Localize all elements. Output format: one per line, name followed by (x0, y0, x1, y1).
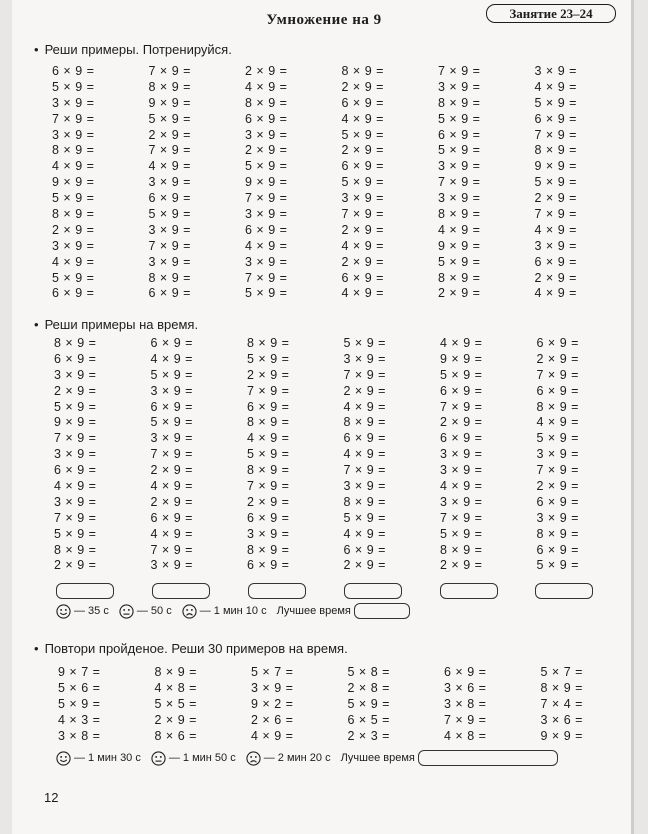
exercise[interactable]: 2 × 9 = (534, 270, 577, 285)
exercise[interactable]: 6 × 9 = (52, 64, 95, 78)
exercise[interactable]: 6 × 9 = (444, 665, 487, 679)
legend-ok (151, 751, 236, 766)
exercise[interactable]: 2 × 9 = (534, 191, 577, 206)
section2-heading-text: Реши примеры на время. (44, 317, 199, 332)
exercise[interactable]: 3 × 6 = (540, 713, 583, 727)
exercise[interactable]: 5 × 8 = (347, 665, 390, 679)
section1-heading-text: Реши примеры. Потренируйся. (44, 42, 232, 57)
exercise[interactable]: 7 × 9 = (536, 463, 579, 478)
exercise-column (251, 664, 293, 744)
exercise[interactable]: 5 × 9 = (343, 336, 386, 350)
exercise[interactable]: 7 × 9 = (438, 64, 481, 78)
section2-legend (56, 603, 420, 619)
exercise[interactable]: 2 × 3 = (347, 729, 390, 743)
exercise[interactable]: 4 × 3 = (58, 713, 101, 727)
exercise[interactable]: 3 × 9 = (52, 127, 95, 142)
exercise[interactable]: 6 × 9 = (438, 127, 481, 142)
exercise[interactable]: 4 × 9 = (341, 286, 384, 301)
section3-legend (56, 750, 568, 766)
smiley-neutral-icon (119, 604, 134, 619)
legend-good (56, 604, 109, 619)
exercise[interactable]: 6 × 9 = (247, 399, 290, 414)
exercise[interactable]: 2 × 9 = (536, 351, 579, 366)
exercise[interactable]: 3 × 9 = (438, 191, 481, 206)
exercise[interactable]: 4 × 9 = (148, 159, 191, 174)
exercise-column (348, 664, 390, 744)
exercise[interactable]: 2 × 9 = (247, 494, 290, 509)
exercise[interactable]: 6 × 9 = (341, 270, 384, 285)
exercise[interactable]: 2 × 9 = (52, 222, 95, 237)
exercise[interactable]: 9 × 2 = (251, 697, 294, 711)
exercise[interactable]: 3 × 9 = (343, 479, 386, 494)
exercise[interactable]: 9 × 9 = (540, 729, 583, 743)
exercise[interactable]: 3 × 9 = (150, 431, 193, 446)
exercise[interactable]: 3 × 8 = (444, 697, 487, 711)
exercise[interactable]: 4 × 9 = (341, 238, 384, 253)
exercise[interactable]: 3 × 9 = (440, 447, 483, 462)
exercise[interactable]: 3 × 9 = (438, 79, 481, 94)
exercise[interactable]: 5 × 9 = (245, 286, 288, 301)
time-answer-box[interactable] (248, 583, 306, 599)
legend-bad-time: — 2 мин 20 с (263, 752, 331, 764)
page-edge (631, 0, 634, 834)
exercise[interactable]: 8 × 9 = (148, 79, 191, 94)
exercise[interactable]: 7 × 9 = (52, 111, 95, 126)
legend-ok (119, 604, 172, 619)
exercise[interactable]: 4 × 9 = (343, 399, 386, 414)
exercise-column (149, 64, 191, 302)
section3-heading-text: Повтори пройденое. Реши 30 примеров на время. (44, 641, 348, 656)
exercise[interactable]: 4 × 9 = (343, 447, 386, 462)
exercise[interactable]: 3 × 9 = (52, 238, 95, 253)
exercise[interactable]: 8 × 9 = (154, 665, 197, 679)
exercise[interactable]: 8 × 9 = (341, 64, 384, 78)
exercise[interactable]: 4 × 9 = (534, 286, 577, 301)
exercise[interactable]: 4 × 9 = (245, 238, 288, 253)
exercise[interactable]: 4 × 9 = (440, 336, 483, 350)
exercise[interactable]: 2 × 9 = (536, 479, 579, 494)
exercise[interactable]: 3 × 9 = (148, 222, 191, 237)
exercise[interactable]: 7 × 9 = (245, 191, 288, 206)
legend-bad (246, 751, 331, 766)
exercise[interactable]: 3 × 9 = (54, 494, 97, 509)
exercise[interactable]: 7 × 9 = (245, 270, 288, 285)
exercise[interactable]: 9 × 9 = (245, 175, 288, 190)
legend-best (341, 750, 558, 766)
smiley-sad-icon (182, 604, 197, 619)
exercise[interactable]: 2 × 9 = (247, 367, 290, 382)
exercise[interactable]: 6 × 9 = (247, 558, 290, 573)
page-number: 12 (44, 790, 59, 805)
exercise[interactable]: 4 × 9 = (54, 479, 97, 494)
exercise[interactable]: 5 × 9 = (341, 175, 384, 190)
exercise[interactable]: 2 × 6 = (251, 713, 294, 727)
exercise-column (52, 64, 94, 302)
exercise[interactable]: 5 × 9 = (52, 191, 95, 206)
exercise[interactable]: 7 × 9 = (54, 510, 97, 525)
exercise[interactable]: 9 × 9 = (438, 238, 481, 253)
exercise[interactable]: 9 × 9 = (54, 415, 97, 430)
exercise[interactable]: 7 × 9 = (247, 383, 290, 398)
exercise[interactable]: 3 × 9 = (536, 447, 579, 462)
exercise[interactable]: 5 × 9 = (440, 367, 483, 382)
exercise[interactable]: 6 × 9 = (536, 494, 579, 509)
exercise[interactable]: 5 × 9 = (148, 207, 191, 222)
legend-good-time: — 35 с (74, 605, 109, 617)
exercise[interactable]: 3 × 9 = (150, 558, 193, 573)
exercise[interactable]: 6 × 9 = (534, 254, 577, 269)
exercise[interactable]: 2 × 9 = (148, 127, 191, 142)
exercise[interactable]: 5 × 9 = (148, 111, 191, 126)
legend-good (56, 751, 141, 766)
best-time-box[interactable] (418, 750, 558, 766)
exercise[interactable]: 6 × 9 = (343, 431, 386, 446)
exercise-column (342, 64, 384, 302)
exercise[interactable]: 8 × 9 = (247, 542, 290, 557)
exercise[interactable]: 9 × 7 = (58, 665, 101, 679)
exercise[interactable]: 2 × 9 = (245, 143, 288, 158)
smiley-neutral-icon (151, 751, 166, 766)
exercise[interactable]: 2 × 9 = (343, 558, 386, 573)
exercise[interactable]: 3 × 9 = (438, 159, 481, 174)
exercise[interactable]: 3 × 9 = (534, 238, 577, 253)
exercise[interactable]: 4 × 8 = (444, 729, 487, 743)
exercise[interactable]: 3 × 9 = (341, 191, 384, 206)
exercise[interactable]: 5 × 9 = (247, 351, 290, 366)
exercise[interactable]: 5 × 7 = (540, 665, 583, 679)
exercise[interactable]: 4 × 9 = (534, 222, 577, 237)
exercise[interactable]: 3 × 9 = (440, 463, 483, 478)
exercise-column (151, 336, 193, 574)
exercise[interactable]: 8 × 9 = (540, 681, 583, 695)
legend-ok-time: — 50 с (136, 605, 172, 617)
exercise[interactable]: 8 × 9 = (534, 143, 577, 158)
exercise[interactable]: 5 × 9 = (58, 697, 101, 711)
exercise[interactable]: 3 × 6 = (444, 681, 487, 695)
exercise[interactable]: 4 × 9 = (251, 729, 294, 743)
exercise[interactable]: 4 × 8 = (154, 681, 197, 695)
exercise[interactable]: 6 × 5 = (347, 713, 390, 727)
exercise[interactable]: 3 × 9 = (251, 681, 294, 695)
exercise[interactable]: 8 × 9 = (343, 494, 386, 509)
exercise[interactable]: 5 × 9 = (150, 367, 193, 382)
exercise[interactable]: 5 × 9 = (438, 254, 481, 269)
exercise[interactable]: 2 × 9 = (54, 558, 97, 573)
exercise[interactable]: 5 × 9 = (247, 447, 290, 462)
exercise-column (245, 64, 287, 302)
exercise-column (537, 336, 579, 574)
exercise[interactable]: 7 × 9 = (54, 431, 97, 446)
exercise[interactable]: 5 × 9 = (343, 510, 386, 525)
exercise[interactable]: 6 × 9 = (440, 383, 483, 398)
exercise[interactable]: 3 × 9 = (245, 207, 288, 222)
exercise[interactable]: 7 × 9 = (150, 447, 193, 462)
section3-heading (34, 641, 348, 656)
exercise[interactable]: 3 × 9 = (148, 175, 191, 190)
legend-ok-time: — 1 мин 50 с (168, 752, 236, 764)
exercise[interactable]: 6 × 9 = (148, 286, 191, 301)
exercise[interactable]: 5 × 9 = (536, 431, 579, 446)
exercise[interactable]: 4 × 9 = (245, 79, 288, 94)
exercise[interactable]: 6 × 9 = (54, 351, 97, 366)
exercise[interactable]: 7 × 4 = (540, 697, 583, 711)
exercise[interactable]: 4 × 9 = (150, 351, 193, 366)
exercise[interactable]: 8 × 9 = (343, 415, 386, 430)
exercise[interactable]: 2 × 9 = (343, 383, 386, 398)
exercise[interactable]: 7 × 9 = (536, 367, 579, 382)
exercise[interactable]: 7 × 9 = (247, 479, 290, 494)
exercise[interactable]: 5 × 9 = (54, 399, 97, 414)
exercise[interactable]: 5 × 9 = (54, 526, 97, 541)
exercise-column (541, 664, 583, 744)
exercise[interactable]: 5 × 9 = (341, 127, 384, 142)
section2-heading (34, 317, 198, 332)
exercise[interactable]: 8 × 9 = (247, 336, 290, 350)
exercise[interactable]: 8 × 9 = (536, 399, 579, 414)
exercise[interactable]: 2 × 9 = (440, 558, 483, 573)
exercise[interactable]: 8 × 9 = (440, 542, 483, 557)
exercise-column (155, 664, 197, 744)
exercise[interactable]: 2 × 9 = (150, 494, 193, 509)
exercise[interactable]: 7 × 9 = (440, 510, 483, 525)
exercise[interactable]: 2 × 9 = (341, 254, 384, 269)
best-time-label: Лучшее время (276, 605, 351, 617)
exercise[interactable]: 6 × 9 = (536, 542, 579, 557)
exercise-column (54, 336, 96, 574)
exercise[interactable]: 7 × 9 = (341, 207, 384, 222)
exercise[interactable]: 6 × 9 = (247, 510, 290, 525)
exercise[interactable]: 2 × 9 = (154, 713, 197, 727)
exercise[interactable]: 9 × 9 = (534, 159, 577, 174)
exercise[interactable]: 5 × 9 = (534, 95, 577, 110)
exercise[interactable]: 3 × 9 = (343, 351, 386, 366)
smiley-happy-icon (56, 751, 71, 766)
lesson-badge: Занятие 23–24 (486, 4, 616, 23)
exercise-column (444, 664, 486, 744)
exercise[interactable]: 8 × 9 = (438, 270, 481, 285)
exercise[interactable]: 5 × 9 = (52, 79, 95, 94)
exercise[interactable]: 3 × 9 = (52, 95, 95, 110)
time-answer-box[interactable] (152, 583, 210, 599)
exercise[interactable]: 3 × 9 = (247, 526, 290, 541)
page-title: Умножение на 9 (266, 12, 382, 28)
exercise[interactable]: 5 × 9 = (347, 697, 390, 711)
time-answer-box[interactable] (535, 583, 593, 599)
exercise[interactable]: 4 × 9 = (52, 254, 95, 269)
exercise[interactable]: 3 × 9 = (148, 254, 191, 269)
exercise[interactable]: 6 × 9 = (150, 336, 193, 350)
exercise[interactable]: 7 × 9 = (150, 542, 193, 557)
exercise[interactable]: 3 × 9 = (440, 494, 483, 509)
exercise[interactable]: 5 × 9 = (245, 159, 288, 174)
exercise[interactable]: 5 × 7 = (251, 665, 294, 679)
exercise[interactable]: 2 × 9 = (54, 383, 97, 398)
exercise[interactable]: 3 × 9 = (245, 254, 288, 269)
exercise[interactable]: 9 × 9 = (148, 95, 191, 110)
exercise[interactable]: 8 × 9 = (52, 207, 95, 222)
bullet-icon: • (34, 42, 39, 57)
exercise[interactable]: 8 × 9 = (245, 95, 288, 110)
exercise[interactable]: 7 × 9 = (148, 64, 191, 78)
exercise-column (535, 64, 577, 302)
exercise[interactable]: 8 × 9 = (438, 207, 481, 222)
exercise-column (438, 64, 480, 302)
exercise[interactable]: 5 × 9 = (150, 415, 193, 430)
exercise[interactable]: 6 × 9 = (536, 383, 579, 398)
time-answer-box[interactable] (344, 583, 402, 599)
exercise[interactable]: 4 × 9 = (150, 526, 193, 541)
exercise[interactable]: 4 × 9 = (440, 479, 483, 494)
exercise[interactable]: 6 × 9 = (341, 95, 384, 110)
exercise[interactable]: 3 × 9 = (536, 510, 579, 525)
exercise-column (440, 336, 482, 574)
exercise[interactable]: 7 × 9 = (343, 463, 386, 478)
exercise[interactable]: 2 × 9 = (341, 143, 384, 158)
exercise-column (344, 336, 386, 574)
exercise[interactable]: 5 × 9 = (534, 175, 577, 190)
exercise[interactable]: 7 × 9 = (438, 175, 481, 190)
exercise[interactable]: 2 × 9 = (341, 79, 384, 94)
exercise[interactable]: 6 × 9 = (54, 463, 97, 478)
time-answer-box[interactable] (440, 583, 498, 599)
exercise[interactable]: 6 × 9 = (534, 111, 577, 126)
smiley-happy-icon (56, 604, 71, 619)
exercise[interactable]: 7 × 9 = (440, 399, 483, 414)
exercise[interactable]: 2 × 9 = (150, 463, 193, 478)
exercise[interactable]: 8 × 9 = (247, 463, 290, 478)
exercise[interactable]: 6 × 9 = (245, 111, 288, 126)
exercise[interactable]: 5 × 9 = (440, 526, 483, 541)
exercise[interactable]: 4 × 9 = (150, 479, 193, 494)
exercise-column (58, 664, 100, 744)
exercise[interactable]: 3 × 9 = (54, 367, 97, 382)
exercise[interactable]: 4 × 9 = (341, 111, 384, 126)
exercise[interactable]: 4 × 9 = (536, 415, 579, 430)
smiley-sad-icon (246, 751, 261, 766)
exercise[interactable]: 7 × 9 = (343, 367, 386, 382)
legend-bad-time: — 1 мин 10 с (199, 605, 267, 617)
best-time-box[interactable] (354, 603, 410, 619)
best-time-label: Лучшее время (340, 752, 415, 764)
time-answer-box[interactable] (56, 583, 114, 599)
exercise[interactable]: 8 × 9 = (54, 336, 97, 350)
exercise[interactable]: 5 × 6 = (58, 681, 101, 695)
exercise[interactable]: 4 × 9 = (52, 159, 95, 174)
exercise[interactable]: 6 × 9 = (52, 286, 95, 301)
exercise[interactable]: 5 × 5 = (154, 697, 197, 711)
exercise-column (247, 336, 289, 574)
exercise[interactable]: 6 × 9 = (440, 431, 483, 446)
exercise[interactable]: 9 × 9 = (440, 351, 483, 366)
exercise[interactable]: 8 × 9 = (536, 526, 579, 541)
exercise[interactable]: 7 × 9 = (534, 127, 577, 142)
exercise[interactable]: 4 × 9 = (438, 222, 481, 237)
exercise[interactable]: 8 × 9 = (438, 95, 481, 110)
exercise[interactable]: 4 × 9 = (534, 79, 577, 94)
exercise[interactable]: 3 × 9 = (54, 447, 97, 462)
legend-best (277, 603, 410, 619)
exercise[interactable]: 4 × 9 = (247, 431, 290, 446)
exercise[interactable]: 6 × 9 = (341, 159, 384, 174)
exercise[interactable]: 8 × 6 = (154, 729, 197, 743)
exercise[interactable]: 6 × 9 = (536, 336, 579, 350)
exercise[interactable]: 6 × 9 = (150, 399, 193, 414)
exercise[interactable]: 2 × 9 = (440, 415, 483, 430)
section1-heading (34, 42, 232, 57)
exercise[interactable]: 3 × 9 = (245, 127, 288, 142)
exercise[interactable]: 7 × 9 = (444, 713, 487, 727)
exercise[interactable]: 2 × 9 = (341, 222, 384, 237)
exercise[interactable]: 2 × 9 = (245, 64, 288, 78)
exercise[interactable]: 7 × 9 = (148, 238, 191, 253)
exercise[interactable]: 5 × 9 = (52, 270, 95, 285)
exercise[interactable]: 6 × 9 = (148, 191, 191, 206)
legend-good-time: — 1 мин 30 с (74, 752, 141, 764)
legend-bad (182, 604, 267, 619)
exercise[interactable]: 9 × 9 = (52, 175, 95, 190)
exercise[interactable]: 7 × 9 = (534, 207, 577, 222)
bullet-icon: • (34, 641, 39, 656)
bullet-icon: • (34, 317, 39, 332)
exercise[interactable]: 3 × 9 = (150, 383, 193, 398)
exercise[interactable]: 8 × 9 = (54, 542, 97, 557)
exercise[interactable]: 3 × 9 = (534, 64, 577, 78)
exercise[interactable]: 6 × 9 = (343, 542, 386, 557)
exercise[interactable]: 2 × 8 = (347, 681, 390, 695)
exercise[interactable]: 5 × 9 = (438, 143, 481, 158)
exercise[interactable]: 3 × 8 = (58, 729, 101, 743)
exercise[interactable]: 7 × 9 = (148, 143, 191, 158)
exercise[interactable]: 8 × 9 = (52, 143, 95, 158)
exercise[interactable]: 6 × 9 = (245, 222, 288, 237)
exercise[interactable]: 8 × 9 = (247, 415, 290, 430)
exercise[interactable]: 5 × 9 = (536, 558, 579, 573)
exercise[interactable]: 2 × 9 = (438, 286, 481, 301)
exercise[interactable]: 8 × 9 = (148, 270, 191, 285)
exercise[interactable]: 5 × 9 = (438, 111, 481, 126)
exercise[interactable]: 4 × 9 = (343, 526, 386, 541)
exercise[interactable]: 6 × 9 = (150, 510, 193, 525)
